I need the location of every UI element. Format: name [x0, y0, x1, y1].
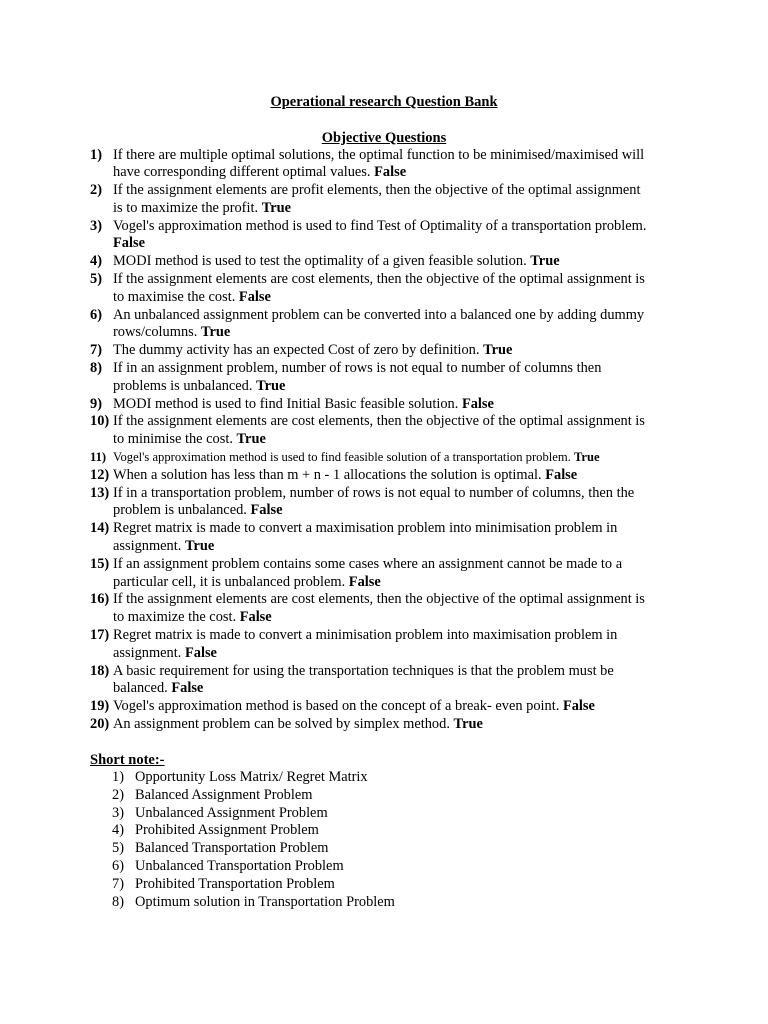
short-note-item: [112, 858, 395, 876]
answer-label: True: [573, 450, 600, 465]
short-note-number: 3): [112, 804, 124, 821]
answer-label: False: [238, 288, 271, 305]
answer-label: True: [184, 538, 215, 555]
question-number: 12): [90, 466, 110, 483]
question-item: [90, 485, 690, 521]
question-item: [90, 147, 690, 183]
question-text: A basic requirement for using the transportation techniques is that the problem must be: [113, 662, 614, 679]
question-text: to maximise the cost.: [113, 288, 236, 305]
question-text: If in an assignment problem, number of rows is not equal to number of columns then: [113, 360, 602, 377]
question-text: to maximize the cost.: [113, 609, 237, 626]
question-text: If an assignment problem contains some cases where an assignment cannot be made to a: [113, 555, 623, 572]
answer-label: False: [171, 680, 204, 697]
question-text: rows/columns.: [113, 324, 198, 341]
short-note-text: Opportunity Loss Matrix/ Regret Matrix: [135, 769, 368, 785]
short-note-text: Balanced Transportation Problem: [135, 840, 329, 857]
short-note-item: [112, 876, 395, 894]
short-note-text: Balanced Assignment Problem: [135, 786, 313, 803]
question-item: [90, 253, 690, 271]
short-note-title: Short note:-: [90, 752, 165, 768]
answer-label: False: [348, 573, 381, 590]
question-item: [90, 556, 690, 592]
question-item: [90, 307, 690, 343]
question-item: [90, 271, 690, 307]
short-note-item: [112, 769, 395, 787]
question-text: to minimise the cost.: [113, 431, 233, 448]
question-item: [90, 698, 690, 716]
question-text: problem is unbalanced.: [113, 502, 247, 519]
question-text: An unbalanced assignment problem can be converted into a balanced one by adding dummy: [113, 306, 645, 323]
question-text: MODI method is used to test the optimality of a given feasible solution.: [113, 253, 527, 270]
question-text: Vogel's approximation method is based on the concept of a break- even point.: [113, 698, 560, 715]
question-text: particular cell, it is unbalanced problem.: [113, 573, 346, 590]
question-text: If there are multiple optimal solutions, the optimal function to be minimised/maximised will: [113, 146, 645, 163]
question-item: [90, 520, 690, 556]
answer-label: False: [184, 644, 217, 661]
question-item: [90, 663, 690, 699]
answer-label: True: [200, 324, 231, 341]
question-text: If the assignment elements are cost elements, then the objective of the optimal assignment is: [113, 271, 645, 288]
question-number: 5): [90, 271, 102, 288]
short-note-number: 1): [112, 769, 124, 785]
question-text: balanced.: [113, 680, 168, 697]
question-text: is to maximize the profit.: [113, 199, 259, 216]
short-note-number: 8): [112, 893, 124, 910]
question-item: [90, 218, 690, 254]
question-number: 13): [90, 484, 110, 501]
answer-label: True: [256, 377, 286, 394]
question-number: 3): [90, 217, 102, 234]
answer-label: False: [562, 698, 595, 715]
short-note-number: 6): [112, 857, 124, 874]
short-note-item: [112, 822, 395, 840]
short-note-text: Unbalanced Transportation Problem: [135, 857, 344, 874]
answer-label: True: [483, 342, 513, 359]
question-number: 1): [90, 146, 102, 163]
question-number: 15): [90, 555, 110, 572]
question-number: 17): [90, 627, 110, 644]
question-number: 2): [90, 182, 102, 199]
short-note-item: [112, 894, 395, 912]
short-note-text: Unbalanced Assignment Problem: [135, 804, 328, 821]
question-text: Regret matrix is made to convert a minimisation problem into maximisation problem in: [113, 627, 618, 644]
answer-label: False: [250, 502, 283, 519]
short-notes-list: [112, 769, 395, 911]
short-note-text: Optimum solution in Transportation Problem: [135, 893, 395, 910]
question-text: An assignment problem can be solved by simplex method.: [113, 716, 450, 732]
question-item: [90, 449, 690, 467]
question-text: assignment.: [113, 644, 182, 661]
question-number: 10): [90, 413, 110, 430]
question-text: If the assignment elements are cost elements, then the objective of the optimal assignment is: [113, 413, 645, 430]
question-text: Vogel's approximation method is used to find Test of Optimality of a transportation problem.: [113, 217, 647, 234]
answer-label: False: [374, 164, 407, 181]
question-item: [90, 413, 690, 449]
question-item: [90, 396, 690, 414]
short-note-number: 2): [112, 786, 124, 803]
question-text: assignment.: [113, 538, 182, 555]
question-text: The dummy activity has an expected Cost of zero by definition.: [113, 342, 480, 359]
short-note-item: [112, 787, 395, 805]
short-note-item: [112, 805, 395, 823]
question-number: 4): [90, 253, 102, 270]
short-note-number: 4): [112, 822, 124, 839]
answer-label: True: [453, 716, 483, 732]
question-number: 11): [90, 450, 107, 465]
short-note-text: Prohibited Assignment Problem: [135, 822, 319, 839]
short-note-number: 7): [112, 875, 124, 892]
section-title-objective: Objective Questions: [321, 130, 447, 146]
question-number: 16): [90, 591, 110, 608]
short-note-text: Prohibited Transportation Problem: [135, 875, 335, 892]
question-text: When a solution has less than m + n - 1 allocations the solution is optimal.: [113, 466, 542, 483]
answer-label: False: [461, 395, 494, 412]
question-text: problems is unbalanced.: [113, 377, 253, 394]
answer-label: False: [545, 466, 578, 483]
question-text: Vogel's approximation method is used to find feasible solution of a transportation problem.: [113, 450, 571, 465]
question-item: [90, 182, 690, 218]
question-number: 7): [90, 342, 102, 359]
question-number: 6): [90, 306, 102, 323]
question-text: have corresponding different optimal values.: [113, 164, 371, 181]
question-text: Regret matrix is made to convert a maximisation problem into minimisation problem in: [113, 520, 618, 537]
question-number: 18): [90, 662, 110, 679]
objective-questions-list: [90, 147, 690, 734]
question-text: If in a transportation problem, number of rows is not equal to number of columns, then the: [113, 484, 635, 501]
answer-label: True: [261, 199, 291, 216]
question-text: If the assignment elements are profit elements, then the objective of the optimal assignment: [113, 182, 641, 199]
question-item: [90, 591, 690, 627]
question-item: [90, 467, 690, 485]
question-item: [90, 342, 690, 360]
answer-label: False: [239, 609, 272, 626]
question-item: [90, 716, 690, 734]
question-number: 8): [90, 360, 102, 377]
question-number: 14): [90, 520, 110, 537]
document-title: Operational research Question Bank: [270, 94, 498, 110]
answer-label: True: [530, 253, 560, 270]
answer-label: False: [113, 235, 145, 252]
question-text: If the assignment elements are cost elements, then the objective of the optimal assignment is: [113, 591, 645, 608]
question-text: MODI method is used to find Initial Basic feasible solution.: [113, 395, 459, 412]
question-number: 20): [90, 716, 110, 732]
answer-label: True: [236, 431, 266, 448]
question-number: 19): [90, 698, 110, 715]
question-number: 9): [90, 395, 102, 412]
short-note-number: 5): [112, 840, 124, 857]
question-item: [90, 627, 690, 663]
short-note-item: [112, 840, 395, 858]
question-item: [90, 360, 690, 396]
